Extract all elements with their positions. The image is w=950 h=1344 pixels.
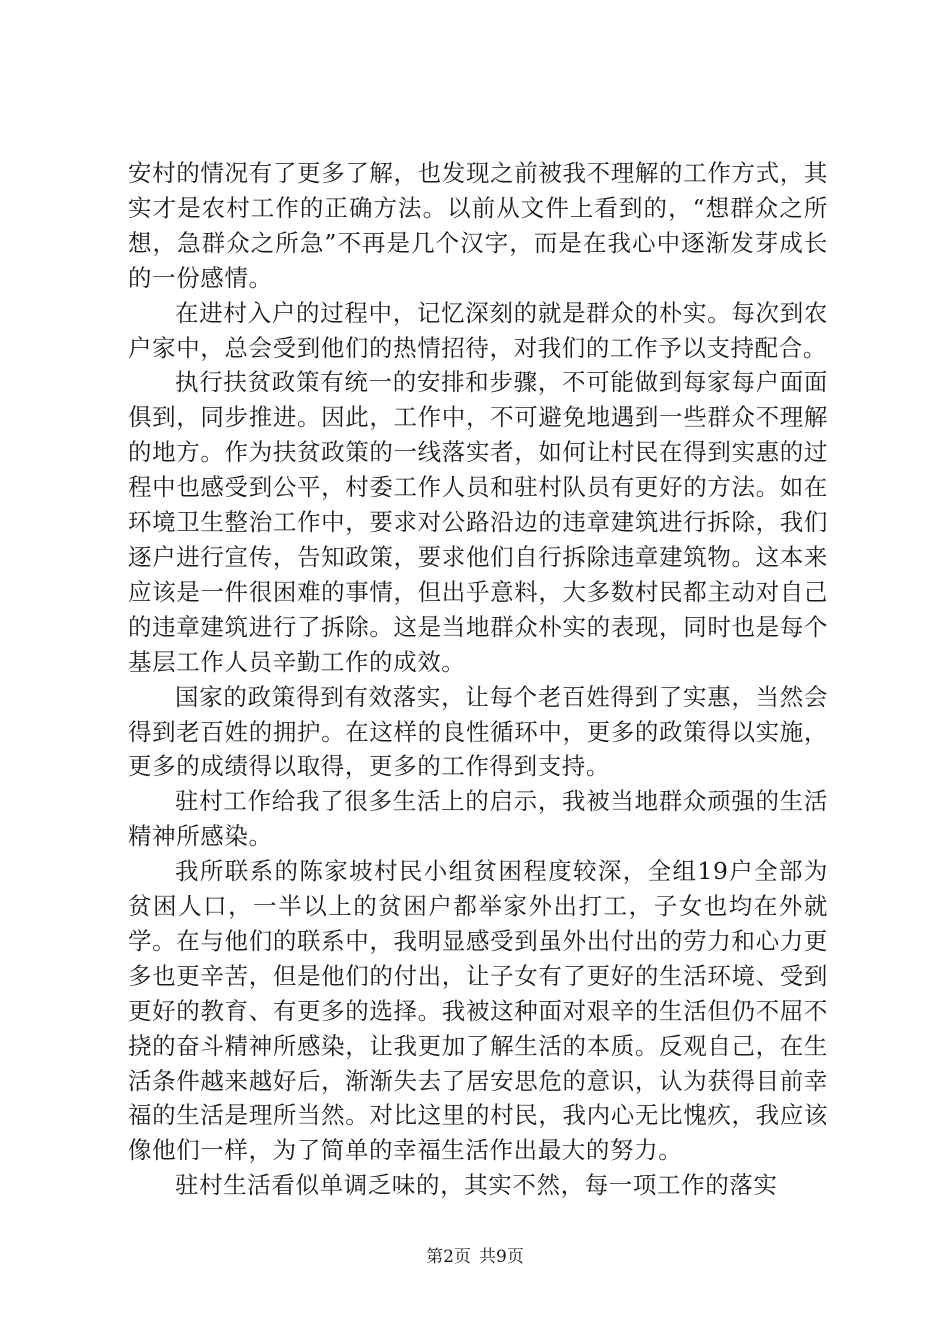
paragraph-7: 驻村生活看似单调乏味的，其实不然，每一项工作的落实 <box>175 1171 778 1200</box>
paragraph-6: 我所联系的陈家坡村民小组贫困程度较深，全组19户全部为贫困人口，一半以上的贫困户都举家外出打工，子女也均在外就学。在与他们的联系中，我明显感受到虽外出付出的劳力和心力更多也更辛苦，但是他们的付出，让子女有了更好的生活环境、受到更好的教育、有更多的选择。我被这种面对艰辛的生活但仍不屈不挠的奋斗精神所感染，让我更加了解生活的本质。反观自己，在生活条件越来越好后，渐渐失去了居安思危的意识，认为获得目前幸福的生活是理所当然。对比这里的村民，我内心无比愧疚，我应该像他们一样，为了简单的幸福生活作出最大的努力。 <box>128 857 828 1165</box>
paragraph-5: 驻村工作给我了很多生活上的启示，我被当地群众顽强的生活精神所感染。 <box>128 787 828 851</box>
document-body <box>128 156 828 1203</box>
page-number: 第2页 <box>426 1247 471 1267</box>
page-total: 共9页 <box>479 1247 524 1267</box>
paragraph-4: 国家的政策得到有效落实，让每个老百姓得到了实惠，当然会得到老百姓的拥护。在这样的良性循环中，更多的政策得以实施，更多的成绩得以取得，更多的工作得到支持。 <box>128 682 828 781</box>
page-footer <box>0 1246 950 1268</box>
paragraph-2: 在进村入户的过程中，记忆深刻的就是群众的朴实。每次到农户家中，总会受到他们的热情招待，对我们的工作予以支持配合。 <box>128 298 828 362</box>
paragraph-1: 安村的情况有了更多了解，也发现之前被我不理解的工作方式，其实才是农村工作的正确方法。以前从文件上看到的，“想群众之所想，急群众之所急”不再是几个汉字，而是在我心中逐渐发芽成长的一份感情。 <box>128 159 828 292</box>
paragraph-3: 执行扶贫政策有统一的安排和步骤，不可能做到每家每户面面俱到，同步推进。因此，工作中，不可避免地遇到一些群众不理解的地方。作为扶贫政策的一线落实者，如何让村民在得到实惠的过程中也感受到公平，村委工作人员和驻村队员有更好的方法。如在环境卫生整治工作中，要求对公路沿边的违章建筑进行拆除，我们逐户进行宣传，告知政策，要求他们自行拆除违章建筑物。这本来应该是一件很困难的事情，但出乎意料，大多数村民都主动对自己的违章建筑进行了拆除。这是当地群众朴实的表现，同时也是每个基层工作人员辛勤工作的成效。 <box>128 368 828 676</box>
